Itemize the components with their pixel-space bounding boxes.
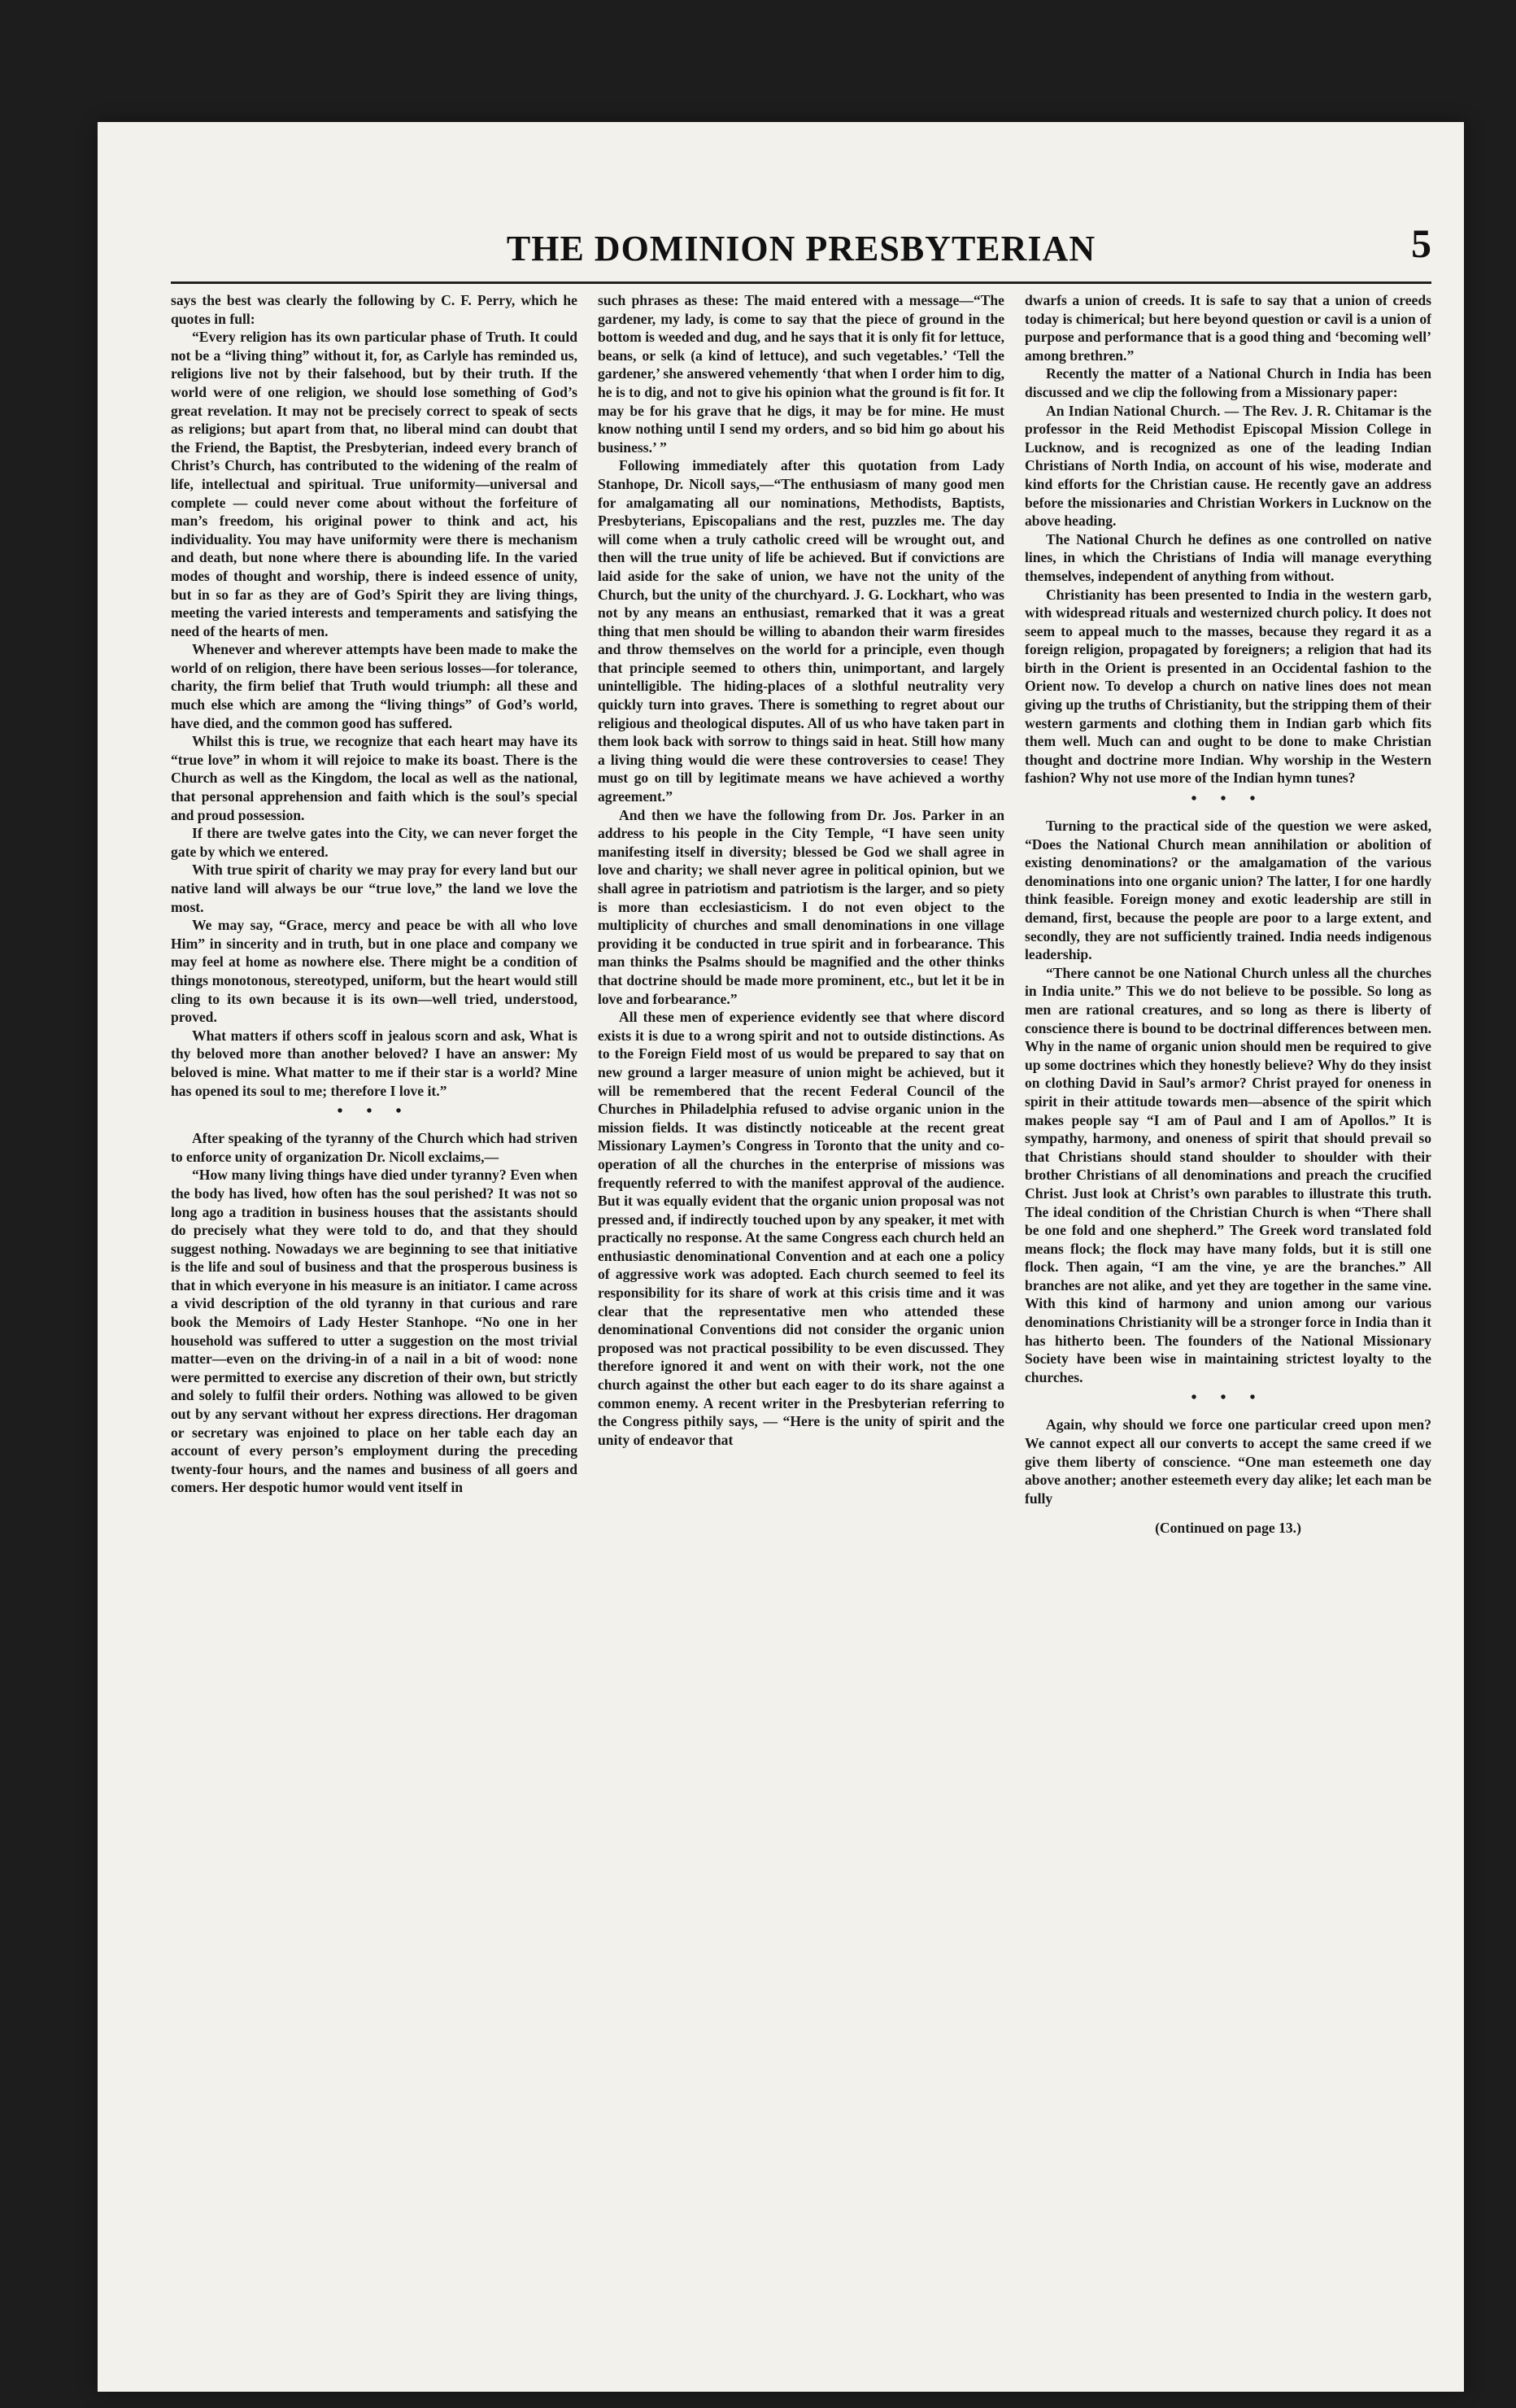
article-paragraph: An Indian National Church. — The Rev. J. R. Chitamar is the professor in the Reid Methodist Episcopal Mission College in Lucknow, and is recognized as one of the leading Indian Christians of North India, on account of his wise, moderate and kind efforts for the Christian cause. He recently gave an address before the missionaries and Christian Workers in Lucknow on the above heading. — [1025, 402, 1431, 530]
header-rule — [171, 281, 1431, 284]
article-paragraph: Recently the matter of a National Church in India has been discussed and we clip the following from a Missionary paper: — [1025, 365, 1431, 400]
page-header — [171, 220, 1431, 278]
masthead-title: THE DOMINION PRESBYTERIAN — [506, 229, 1096, 268]
article-paragraph: Whenever and wherever attempts have been made to make the world of on religion, there have been serious losses—for tolerance, charity, the firm belief that Truth would triumph: all these and much else which are among the “living things” of God’s world, have died, and the common good has suffered. — [171, 641, 577, 731]
article-paragraph: “There cannot be one National Church unless all the churches in India unite.” This we do not believe to be possible. So long as men are rational creatures, and so long as there is liberty of conscience there is bound to be doctrinal differences between men. Why in the name of organic union should men be required to give up some doctrines which they honestly believe? Why do they insist on clothing David in Saul’s armor? Christ prayed for oneness in spirit in their attitude towards men—absence of the spirit which makes people say “I am of Paul and I am of Apollos.” It is sympathy, harmony, and oneness of spirit that should prevail so that Christians should stand shoulder to shoulder with their brother Christians of all denominations and preach the crucified Christ. Just look at Christ’s own parables to illustrate this truth. The ideal condition of the Christian Church is when “There shall be one fold and one shepherd.” The Greek word translated fold means flock; the flock may have many folds, but it is still one flock. Then again, “I am the vine, ye are the branches.” All branches are not alike, and yet they are together in the same vine. With this kind of harmony and union among our various denominations Christianity will be a stronger force in India than it has hitherto been. The founders of the National Missionary Society have been wise in maintaining strictest loyalty to the churches. — [1025, 964, 1431, 1385]
newspaper-page — [98, 122, 1464, 2392]
section-separator: • • • — [1191, 1389, 1266, 1407]
section-separator: • • • — [337, 1102, 412, 1121]
article-paragraph: “Every religion has its own particular phase of Truth. It could not be a “living thing” without it, for, as Carlyle has reminded us, religions live not by their falsehood, but by their truth. If the world were of one religion, we should lose something of God’s great revelation. It may not be precisely correct to speak of sects as religions; but apart from that, no liberal mind can doubt that the Friend, the Baptist, the Presbyterian, indeed every branch of Christ’s Church, has contributed to the widening of the realm of life, intellectual and spiritual. True uniformity—universal and complete — could never come about without the forfeiture of man’s freedom, his original power to think and act, his individuality. You may have uniformity were there is mechanism and death, but none where there is abounding life. In the varied modes of thought and worship, there is indeed essence of unity, but in so far as they are of God’s Spirit they are living things, meeting the varied interests and temperaments and satisfying the need of the hearts of men. — [171, 329, 577, 639]
article-paragraph: All these men of experience evidently see that where discord exists it is due to a wrong spirit and not to outside distinctions. As to the Foreign Field most of us would be prepared to say that on new ground a larger measure of union might be achieved, but it will be remembered that the recent Federal Council of the Churches in Philadelphia refused to advise organic union in the mission fields. It was distinctly noticeable at the recent great Missionary Laymen’s Congress in Toronto that the unity and co-operation of all the churches in the enterprise of missions was frequently referred to with the manifest approval of the audience. But it was equally evident that the organic union proposal was not pressed and, if indirectly touched upon by any speaker, it met with practically no response. At the same Congress each church held an enthusiastic denominational Convention and at each one a policy of aggressive work was adopted. Each church seemed to feel its responsibility for its share of work at this crisis time and it was clear that the representative men who attended these denominational Conventions did not consider the organic union proposed was not practical possibility to be even discussed. They therefore ignored it and went on with their work, not the one church against the other but each eager to do its share against a common enemy. A recent writer in the Presbyterian referring to the Congress pithily says, — “Here is the unity of spirit and the unity of endeavor that — [598, 1009, 1004, 1448]
article-paragraph: “How many living things have died under tyranny? Even when the body has lived, how often has the soul perished? It was not so long ago a tradition in business houses that the assistants should do precisely what they were told to do, and that they should suggest nothing. Nowadays we are beginning to see that initiative is the life and soul of business and that the prosperous business is that in which everyone in his measure is an initiator. I came across a vivid description of the old tyranny in that curious and rare book the Memoirs of Lady Hester Stanhope. “No one in her household was suffered to utter a suggestion on the most trivial matter—even on the driving-in of a nail in a bit of wood: none were permitted to exercise any discretion of their own, but strictly and solely to fulfil their orders. Nothing was allowed to be given out by any servant without her express directions. Her dragoman or secretary was enjoined to place on her table each day an account of every person’s employment during the preceding twenty-four hours, and the names and business of all goers and comers. Her despotic humor would vent itself in — [171, 1167, 577, 1496]
article-paragraph: says the best was clearly the following by C. F. Perry, which he quotes in full: — [171, 292, 577, 327]
article-paragraph: And then we have the following from Dr. Jos. Parker in an address to his people in the City Temple, “I have seen unity manifesting itself in diversity; blessed be God we shall agree in love and charity; we shall never agree in political opinion, but we shall agree in patriotism and patriotism is the larger, and so piety is more than ecclesiasticism. I do not even object to the multiplicity of churches and small denominations in one village providing it be conducted in true spirit and in forbearance. This man thinks the Psalms should be magnified and the other thinks that doctrine should be made more prominent, etc., but let it be in love and forbearance.” — [598, 806, 1004, 1007]
text-column-1 — [171, 291, 577, 2325]
section-separator: • • • — [1191, 790, 1266, 809]
article-paragraph: Whilst this is true, we recognize that each heart may have its “true love” in whom it will rejoice to make its boast. There is the Church as well as the Kingdom, the local as well as the national, that personal apprehension and faith which is the soul’s special and proud possession. — [171, 733, 577, 823]
text-column-2 — [598, 291, 1004, 2325]
page-number: 5 — [1411, 220, 1431, 266]
article-paragraph: Following immediately after this quotation from Lady Stanhope, Dr. Nicoll says,—“The enthusiasm of many good men for amalgamating all our nominations, Methodists, Baptists, Presbyterians, Episcopalians and the rest, puzzles me. The day will come when a truly catholic creed will be wrought out, and then will the true unity of life be achieved. But if convictions are laid aside for the sake of union, we have not the unity of the Church, but the unity of the churchyard. J. G. Lockhart, who was not by any means an enthusiast, remarked that it was a great thing that men should be willing to abandon their warm firesides and throw themselves on the world for a principle, even though that principle seemed to others thin, unimportant, and largely unintelligible. The hiding-places of a slothful neutrality very quickly turn into graves. There is something to regret about our religious and theological disputes. All of us who have taken part in them look back with sorrow to things said in heat. Still how many a living thing would die were these controversies to cease! They must go on till by legitimate means we have achieved a worthy agreement.” — [598, 457, 1004, 805]
article-paragraph: With true spirit of charity we may pray for every land but our native land will always be our “true love,” the land we love the most. — [171, 862, 577, 915]
article-paragraph: We may say, “Grace, mercy and peace be with all who love Him” in sincerity and in truth, but in one place and company we may feel at home as nowhere else. There might be a condition of things monotonous, stereotyped, uniform, but the heart would still cling to its own because it is its own—well tried, understood, proved. — [171, 917, 577, 1026]
article-paragraph: The National Church he defines as one controlled on native lines, in which the Christians of India will manage everything themselves, independent of anything from without. — [1025, 530, 1431, 584]
text-column-3 — [1025, 291, 1431, 2325]
article-paragraph: If there are twelve gates into the City, we can never forget the gate by which we entered. — [171, 825, 577, 860]
continued-note: (Continued on page 13.) — [1155, 1520, 1301, 1537]
article-paragraph: dwarfs a union of creeds. It is safe to say that a union of creeds today is chimerical; but here beyond question or cavil is a union of purpose and performance that is a good thing and ‘becoming well’ among brethren.” — [1025, 292, 1431, 364]
article-paragraph: such phrases as these: The maid entered with a message—“The gardener, my lady, is come to say that the piece of ground in the bottom is weeded and dug, and he says that it is only fit for lettuce, beans, or selk (a kind of lettuce), and such vegetables.’ ‘Tell the gardener,’ she answered vehemently ‘that when I order him to dig, he is to dig, and not to give his opinion what the ground is fit for. It may be for his grave that he digs, it may be for mine. He must know nothing until I send my orders, and so bid him go about his business.’ ” — [598, 292, 1004, 456]
article-paragraph: Christianity has been presented to India in the western garb, with widespread rituals and westernized church policy. It does not seem to appeal much to the masses, because they regard it as a foreign religion, propagated by foreigners; a religion that had its birth in the Orient is presented in an Occidental fashion to the Orient now. To develop a church on native lines does not mean giving up the truths of Christianity, but the stripping them of their western garments and clothing them in Indian garb which fits them well. Much can and ought to be done to make Christian thought and doctrine more Indian. Why worship in the Western fashion? Why not use more of the Indian hymn tunes? — [1025, 586, 1431, 787]
article-paragraph: Again, why should we force one particular creed upon men? We cannot expect all our converts to accept the same creed if we give them liberty of conscience. “One man esteemeth one day above another; another esteemeth every day alike; let each man be fully — [1025, 1416, 1431, 1507]
article-paragraph: Turning to the practical side of the question we were asked, “Does the National Church mean annihilation or abolition of existing denominations? or the amalgamation of the various denominations into one organic union? The latter, I for one hardly think feasible. Foreign money and exotic leadership are still in demand, first, because the people are poor to a large extent, and secondly, they are not sufficiently trained. India needs indigenous leadership. — [1025, 818, 1431, 963]
article-paragraph: What matters if others scoff in jealous scorn and ask, What is thy beloved more than another beloved? I have an answer: My beloved is mine. What matter to me if their star is a world? Mine has opened its soul to me; therefore I love it.” — [171, 1027, 577, 1099]
article-paragraph: After speaking of the tyranny of the Church which had striven to enforce unity of organization Dr. Nicoll exclaims,— — [171, 1130, 577, 1165]
